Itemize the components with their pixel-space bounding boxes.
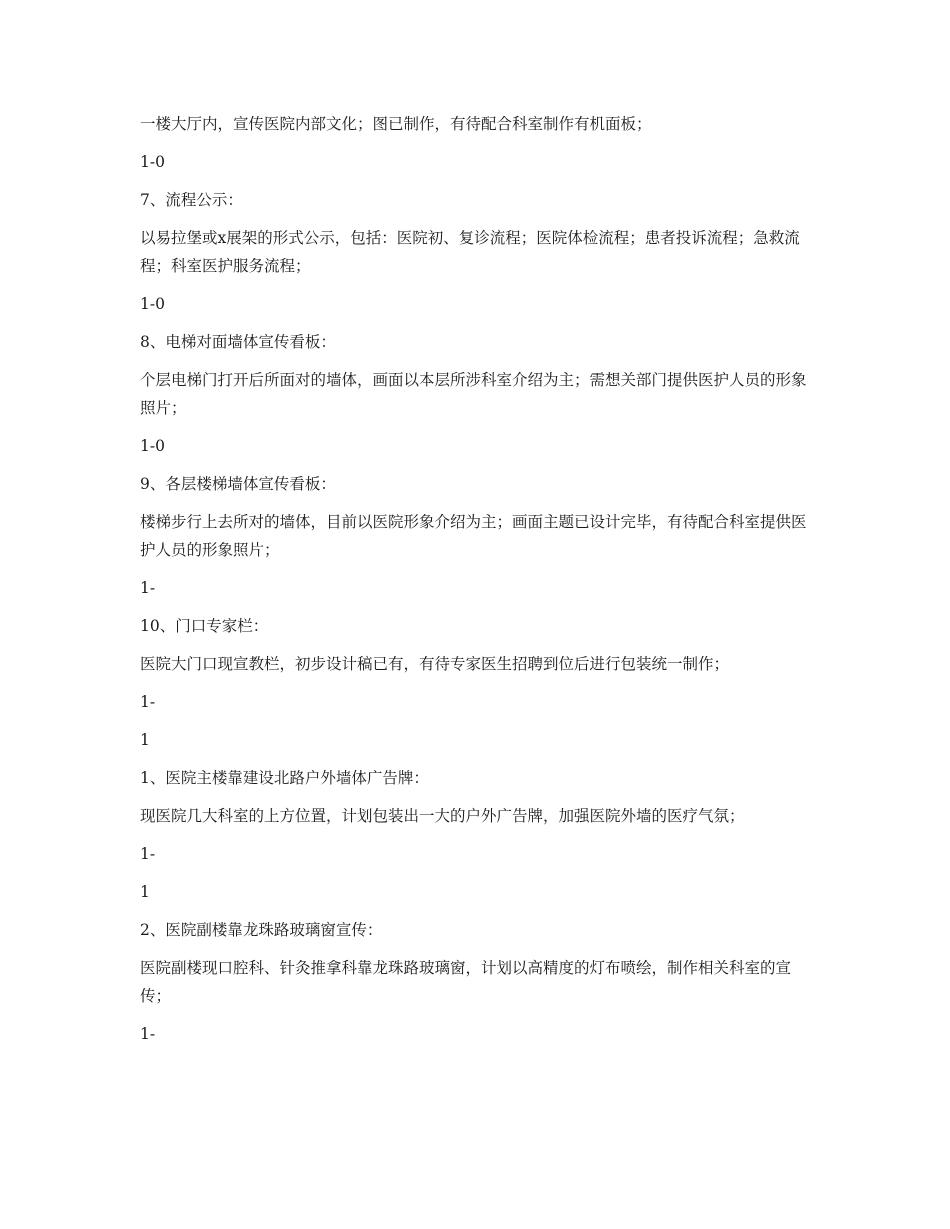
section-heading: 2、医院副楼靠龙珠路玻璃窗宣传： (140, 921, 383, 939)
paragraph: 1-0 (140, 295, 165, 313)
paragraph: 1- (140, 1025, 156, 1043)
paragraph: 医院大门口现宣教栏，初步设计稿已有，有待专家医生招聘到位后进行包装统一制作； (140, 655, 730, 673)
paragraph: 1-0 (140, 437, 165, 455)
section-heading: 7、流程公示： (140, 191, 243, 209)
paragraph: 1-0 (140, 153, 165, 171)
paragraph: 医院副楼现口腔科、针灸推拿科靠龙珠路玻璃窗，计划以高精度的灯布喷绘，制作相关科室的宣传； (140, 959, 792, 1005)
paragraph: 现医院几大科室的上方位置，计划包装出一大的户外广告牌，加强医院外墙的医疗气氛； (140, 807, 745, 825)
section-heading: 10、门口专家栏： (140, 617, 269, 635)
document-body (140, 110, 810, 1058)
paragraph: 1- (140, 845, 156, 863)
section-heading: 1、医院主楼靠建设北路户外墙体广告牌： (140, 769, 429, 787)
paragraph: 1- (140, 579, 156, 597)
paragraph: 1 (140, 731, 150, 749)
paragraph: 个层电梯门打开后所面对的墙体，画面以本层所涉科室介绍为主；需想关部门提供医护人员的形象照片； (140, 371, 807, 417)
paragraph: 楼梯步行上去所对的墙体，目前以医院形象介绍为主；画面主题已设计完毕，有待配合科室提供医护人员的形象照片； (140, 513, 807, 559)
section-heading: 8、电梯对面墙体宣传看板： (140, 333, 336, 351)
paragraph: 1 (140, 883, 150, 901)
paragraph: 1- (140, 693, 156, 711)
section-heading: 9、各层楼梯墙体宣传看板： (140, 475, 336, 493)
paragraph: 一楼大厅内，宣传医院内部文化；图已制作，有待配合科室制作有机面板； (140, 115, 652, 133)
paragraph: 以易拉堡或x展架的形式公示，包括：医院初、复诊流程；医院体检流程；患者投诉流程；急救流程；科室医护服务流程； (140, 229, 800, 275)
